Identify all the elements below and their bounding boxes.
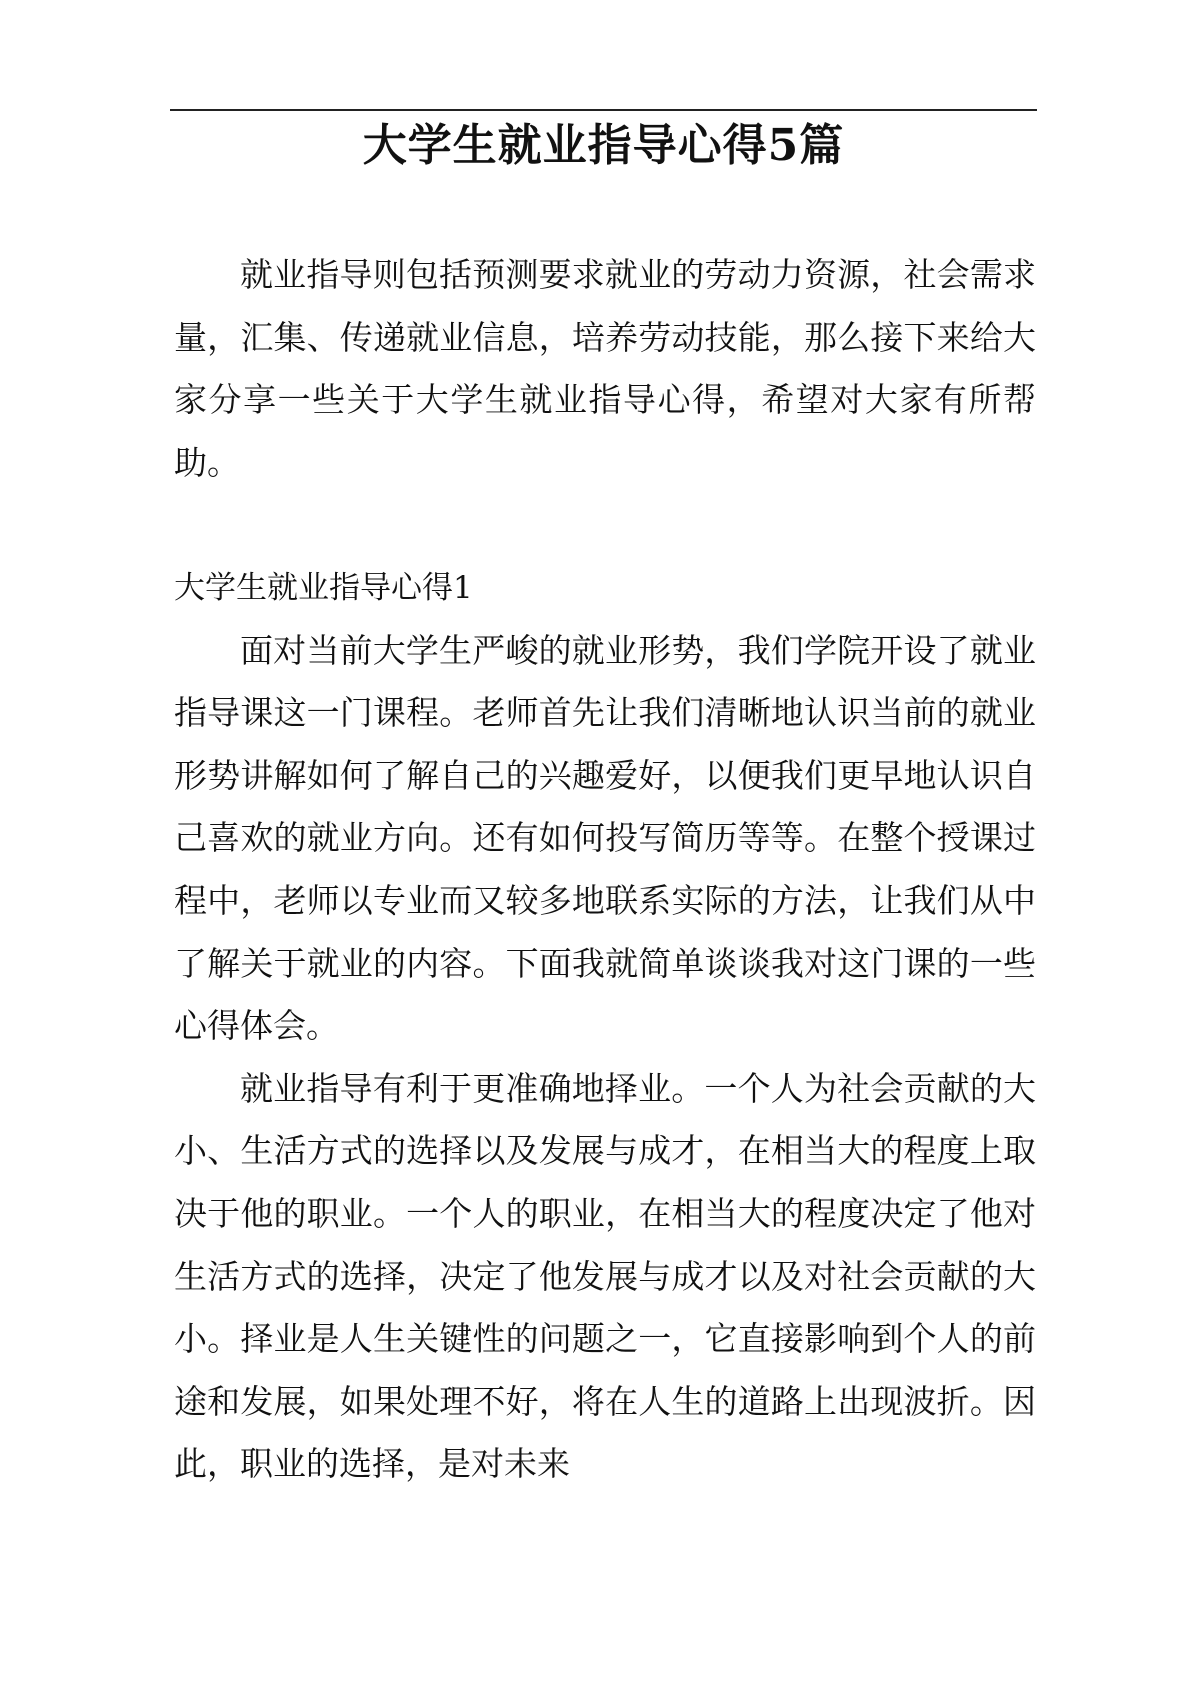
section-heading-1: 大学生就业指导心得1: [174, 569, 473, 606]
document-title: 大学生就业指导心得5篇: [362, 120, 845, 171]
section1-paragraph-2: 就业指导有利于更准确地择业。一个人为社会贡献的大小、生活方式的选择以及发展与成才，在相当大的程度上取决于他的职业。一个人的职业，在相当大的程度决定了他对生活方式的选择，决定了他发展与成才以及对社会贡献的大小。择业是人生关键性的问题之一，它直接影响到个人的前途和发展，如果处理不好，将在人生的道路上出现波折。因此，职业的选择，是对未来: [174, 1068, 1036, 1484]
header-rule: [170, 109, 1037, 111]
paragraph-gap: [174, 494, 1036, 557]
document-body: [174, 244, 1036, 1496]
section1-paragraph-1: 面对当前大学生严峻的就业形势，我们学院开设了就业指导课这一门课程。老师首先让我们清晰地认识当前的就业形势讲解如何了解自己的兴趣爱好，以便我们更早地认识自己喜欢的就业方向。还有如何投写简历等等。在整个授课过程中，老师以专业而又较多地联系实际的方法，让我们从中了解关于就业的内容。下面我就简单谈谈我对这门课的一些心得体会。: [174, 630, 1036, 1046]
intro-paragraph: 就业指导则包括预测要求就业的劳动力资源，社会需求量，汇集、传递就业信息，培养劳动技能，那么接下来给大家分享一些关于大学生就业指导心得，希望对大家有所帮助。: [174, 255, 1036, 482]
